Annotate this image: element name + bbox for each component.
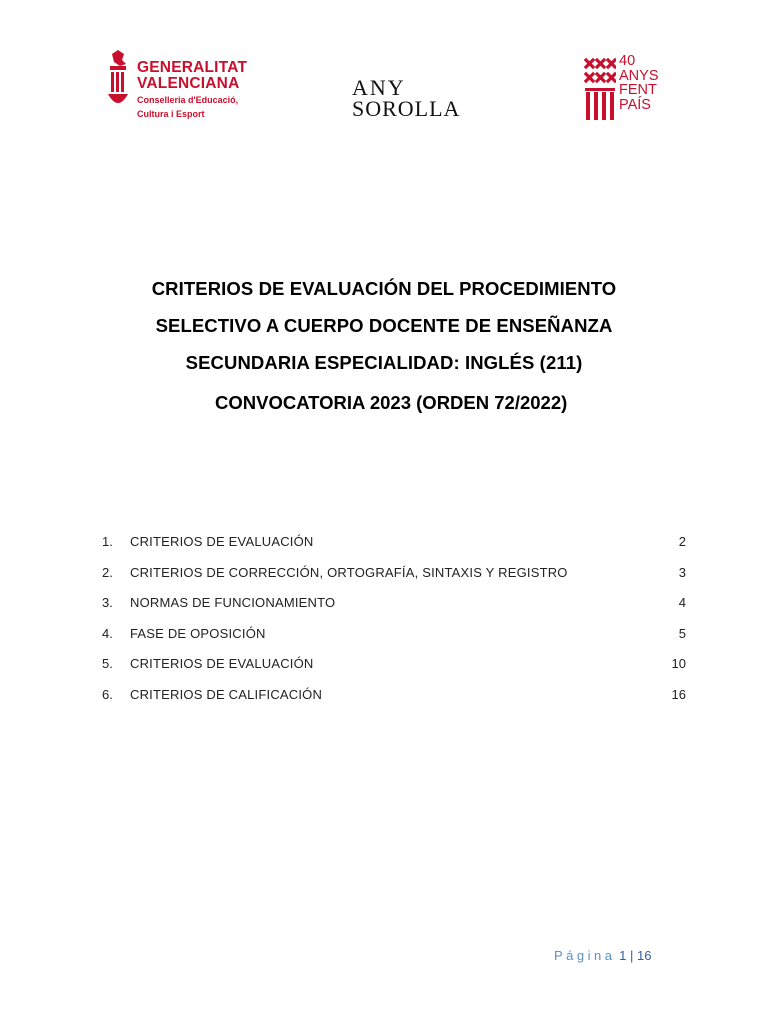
gva-sub-line2: Cultura i Esport (137, 109, 205, 119)
toc-row[interactable] (102, 626, 686, 657)
table-of-contents (102, 534, 686, 717)
anys-line2: ANYS (619, 67, 659, 84)
title-line-3: SECUNDARIA ESPECIALIDAD: INGLÉS (211) (185, 352, 583, 373)
footer-current-page: 1 (619, 948, 627, 963)
toc-page: 10 (671, 656, 686, 671)
footer-separator: | (629, 948, 634, 963)
toc-label: CRITERIOS DE EVALUACIÓN (130, 656, 314, 671)
sorolla-line2: SOROLLA (352, 96, 461, 121)
toc-page: 2 (678, 534, 686, 549)
toc-number: 4. (102, 625, 113, 641)
toc-label: NORMAS DE FUNCIONAMIENTO (130, 595, 336, 610)
anys-line3: FENT (619, 82, 657, 98)
title-line-1: CRITERIOS DE EVALUACIÓN DEL PROCEDIMIENTO (151, 278, 617, 299)
footer-page-word: Página (554, 948, 616, 963)
toc-label: CRITERIOS DE EVALUACIÓN (130, 534, 314, 549)
anys-line1: 40 (619, 53, 636, 69)
sorolla-line1: ANY (352, 75, 406, 100)
footer-total-pages: 16 (636, 948, 652, 963)
convocatoria-heading: CONVOCATORIA 2023 (ORDEN 72/2022) (215, 392, 568, 413)
toc-number: 5. (102, 656, 113, 671)
toc-page: 4 (678, 595, 686, 610)
generalitat-logo (104, 48, 254, 120)
toc-row[interactable] (102, 565, 686, 596)
gva-name-line2: VALENCIANA (137, 75, 240, 92)
toc-row[interactable] (102, 687, 686, 718)
toc-page: 16 (671, 686, 686, 702)
toc-number: 1. (102, 534, 113, 549)
toc-number: 6. (102, 686, 113, 702)
toc-row[interactable] (102, 656, 686, 687)
gva-name-line1: GENERALITAT (137, 59, 248, 76)
bat-emblem-icon (104, 50, 132, 110)
page-footer (554, 948, 651, 963)
document-title (0, 270, 768, 381)
toc-label: FASE DE OPOSICIÓN (130, 625, 266, 641)
toc-number: 3. (102, 595, 113, 610)
page-header (0, 44, 768, 124)
toc-row[interactable] (102, 534, 686, 565)
40-anys-logo (584, 52, 674, 122)
title-line-2: SELECTIVO A CUERPO DOCENTE DE ENSEÑANZA (155, 315, 613, 336)
gva-sub-line1: Conselleria d'Educació, (137, 95, 239, 105)
toc-page: 5 (678, 625, 686, 641)
any-sorolla-logo (352, 75, 492, 124)
toc-label: CRITERIOS DE CALIFICACIÓN (130, 686, 323, 702)
toc-label: CRITERIOS DE CORRECCIÓN, ORTOGRAFÍA, SINTAXIS Y REGISTRO (130, 564, 568, 580)
toc-page: 3 (678, 564, 686, 580)
toc-row[interactable] (102, 595, 686, 626)
cross-bars-icon (584, 56, 616, 120)
toc-number: 2. (102, 564, 113, 580)
anys-line4: PAÍS (619, 96, 651, 113)
